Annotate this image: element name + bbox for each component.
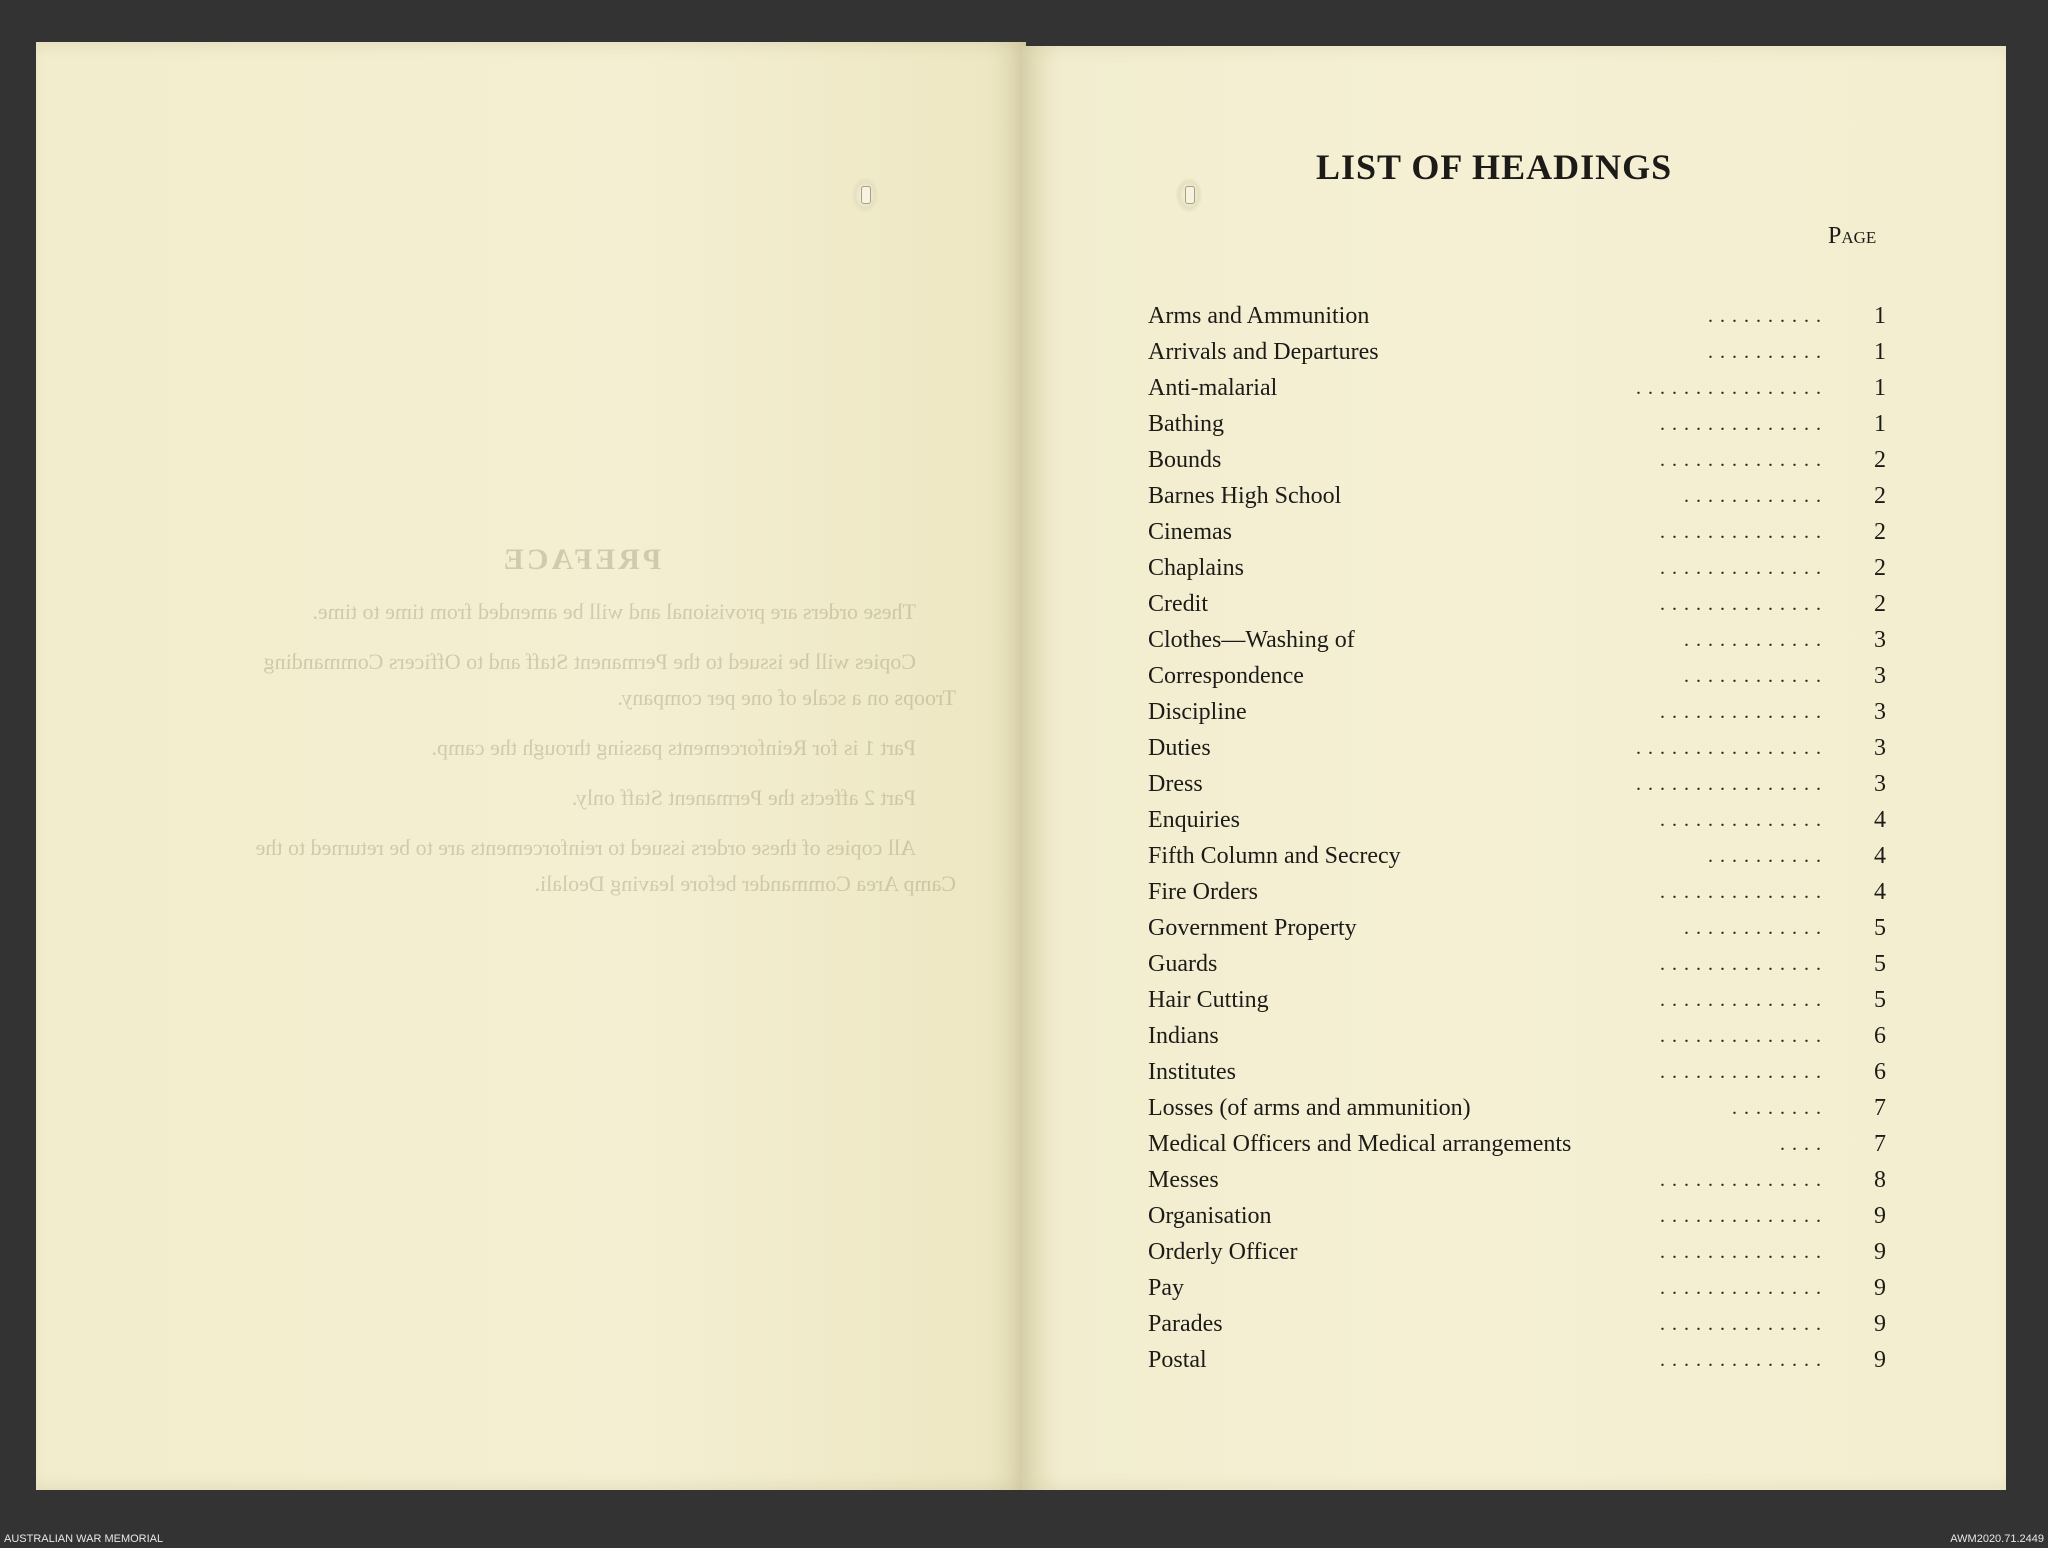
toc-entry bbox=[1148, 1198, 1886, 1234]
footer-accession-number: AWM2020.71.2449 bbox=[1950, 1533, 2044, 1545]
toc-entry bbox=[1148, 586, 1886, 622]
toc-entry-label: Credit bbox=[1148, 591, 1208, 617]
toc-page-number: 6 bbox=[1874, 1059, 1886, 1085]
toc-entry bbox=[1148, 838, 1886, 874]
toc-leader-dots: . . . . . . . . . . . . . . bbox=[1660, 1313, 1822, 1335]
preface-paragraphs bbox=[206, 594, 956, 902]
toc-entry bbox=[1148, 1018, 1886, 1054]
page-title: LIST OF HEADINGS bbox=[1316, 147, 1673, 187]
toc-entry bbox=[1148, 802, 1886, 838]
toc-leader-dots: . . . . . . . . . . . . . . bbox=[1660, 1241, 1822, 1263]
toc-leader-dots: . . . . . . . . . . bbox=[1708, 341, 1822, 363]
toc-entry bbox=[1148, 946, 1886, 982]
toc-leader-dots: . . . . . . . . . . . . . . bbox=[1660, 1349, 1822, 1371]
toc-page-number: 7 bbox=[1874, 1131, 1886, 1157]
toc-entry-label: Institutes bbox=[1148, 1059, 1236, 1085]
toc-entry-label: Bathing bbox=[1148, 411, 1224, 437]
toc-entry-label: Losses (of arms and ammunition) bbox=[1148, 1095, 1471, 1121]
toc-leader-dots: . . . . . . . . . . . . . . bbox=[1660, 701, 1822, 723]
toc-entry-label: Discipline bbox=[1148, 699, 1247, 725]
preface-paragraph: All copies of these orders issued to reinforcements are to be returned to the Camp Area Commander before leaving Deolali. bbox=[255, 835, 956, 896]
toc-page-number: 7 bbox=[1874, 1095, 1886, 1121]
toc-page-number: 1 bbox=[1874, 303, 1886, 329]
toc-page-number: 1 bbox=[1874, 411, 1886, 437]
toc-entry-label: Arms and Ammunition bbox=[1148, 303, 1370, 329]
preface-paragraph: These orders are provisional and will be amended from time to time. bbox=[312, 599, 916, 624]
toc-entry-label: Parades bbox=[1148, 1311, 1223, 1337]
toc-page-number: 1 bbox=[1874, 339, 1886, 365]
toc-leader-dots: . . . . . . . . . . . . bbox=[1684, 629, 1822, 651]
toc-page-number: 2 bbox=[1874, 483, 1886, 509]
toc-leader-dots: . . . . . . . . . . . . . . bbox=[1660, 521, 1822, 543]
toc-page-number: 9 bbox=[1874, 1347, 1886, 1373]
toc-entry bbox=[1148, 1126, 1886, 1162]
toc-entry bbox=[1148, 550, 1886, 586]
toc-entry bbox=[1148, 1306, 1886, 1342]
toc-leader-dots: . . . . . . . . . . . . . . bbox=[1660, 1025, 1822, 1047]
preface-paragraph: Part 1 is for Reinforcements passing through the camp. bbox=[431, 735, 916, 760]
toc-entry bbox=[1148, 766, 1886, 802]
toc-entry bbox=[1148, 406, 1886, 442]
toc-entry-label: Fire Orders bbox=[1148, 879, 1258, 905]
toc-entry-label: Chaplains bbox=[1148, 555, 1244, 581]
left-page bbox=[36, 42, 1026, 1490]
toc-page-number: 5 bbox=[1874, 951, 1886, 977]
toc-leader-dots: . . . . . . . . . . . . bbox=[1684, 485, 1822, 507]
toc-page-number: 9 bbox=[1874, 1275, 1886, 1301]
toc-leader-dots: . . . . . . . . . . . . . . bbox=[1660, 809, 1822, 831]
toc-entry-label: Organisation bbox=[1148, 1203, 1272, 1229]
toc-entry-label: Cinemas bbox=[1148, 519, 1232, 545]
toc-entry-label: Messes bbox=[1148, 1167, 1219, 1193]
toc-entry-label: Barnes High School bbox=[1148, 483, 1342, 509]
toc-page-number: 3 bbox=[1874, 699, 1886, 725]
toc-entry bbox=[1148, 370, 1886, 406]
toc-leader-dots: . . . . . . . . . . . . . . . . bbox=[1636, 773, 1822, 795]
toc-leader-dots: . . . . . . . . . . . . . . bbox=[1660, 881, 1822, 903]
preface-bleed-through bbox=[206, 542, 956, 916]
toc-entry bbox=[1148, 1054, 1886, 1090]
toc-entry bbox=[1148, 478, 1886, 514]
toc-leader-dots: . . . . . . . . . . . . . . bbox=[1660, 1169, 1822, 1191]
toc-entry-label: Government Property bbox=[1148, 915, 1357, 941]
toc-page-number: 1 bbox=[1874, 375, 1886, 401]
toc-entry bbox=[1148, 730, 1886, 766]
toc-leader-dots: . . . . . . . . . . . . . . bbox=[1660, 593, 1822, 615]
toc-page-number: 4 bbox=[1874, 879, 1886, 905]
toc-entry bbox=[1148, 1234, 1886, 1270]
toc-page-number: 3 bbox=[1874, 663, 1886, 689]
toc-leader-dots: . . . . . . . . . . . . . . . . bbox=[1636, 737, 1822, 759]
toc-entry bbox=[1148, 1090, 1886, 1126]
toc-page-number: 5 bbox=[1874, 987, 1886, 1013]
toc-entry-label: Enquiries bbox=[1148, 807, 1240, 833]
toc-entry-label: Correspondence bbox=[1148, 663, 1304, 689]
toc-entry-label: Indians bbox=[1148, 1023, 1219, 1049]
toc-entry-label: Bounds bbox=[1148, 447, 1222, 473]
toc-entry bbox=[1148, 1270, 1886, 1306]
toc-page-number: 2 bbox=[1874, 591, 1886, 617]
toc-entry-label: Medical Officers and Medical arrangements bbox=[1148, 1131, 1572, 1157]
toc-page-number: 6 bbox=[1874, 1023, 1886, 1049]
toc-entry-label: Pay bbox=[1148, 1275, 1184, 1301]
toc-leader-dots: . . . . . . . . . . . . . . bbox=[1660, 1277, 1822, 1299]
toc-leader-dots: . . . . . . . . . . . . . . bbox=[1660, 1061, 1822, 1083]
toc-leader-dots: . . . . . . . . . . . . . . bbox=[1660, 989, 1822, 1011]
toc-entry-label: Guards bbox=[1148, 951, 1218, 977]
toc-entry bbox=[1148, 514, 1886, 550]
toc-page-number: 9 bbox=[1874, 1311, 1886, 1337]
toc-entry bbox=[1148, 982, 1886, 1018]
preface-paragraph: Copies will be issued to the Permanent Staff and to Officers Commanding Troops on a scale of one per company. bbox=[263, 649, 956, 710]
staple-right-icon bbox=[1176, 178, 1202, 212]
toc-page-number: 3 bbox=[1874, 735, 1886, 761]
toc-entry bbox=[1148, 1342, 1886, 1378]
toc-entry bbox=[1148, 910, 1886, 946]
toc-page-number: 2 bbox=[1874, 447, 1886, 473]
toc-entry-label: Duties bbox=[1148, 735, 1211, 761]
toc-page-number: 2 bbox=[1874, 519, 1886, 545]
toc-entry-label: Orderly Officer bbox=[1148, 1239, 1298, 1265]
toc-entry bbox=[1148, 298, 1886, 334]
toc-page-number: 5 bbox=[1874, 915, 1886, 941]
toc-leader-dots: . . . . . . . . . . . . . . bbox=[1660, 1205, 1822, 1227]
toc-page-number: 9 bbox=[1874, 1239, 1886, 1265]
toc-page-number: 3 bbox=[1874, 627, 1886, 653]
toc-entry bbox=[1148, 694, 1886, 730]
toc-page-number: 8 bbox=[1874, 1167, 1886, 1193]
toc-page-number: 4 bbox=[1874, 807, 1886, 833]
toc-leader-dots: . . . . . . . . . . bbox=[1708, 845, 1822, 867]
toc-page-number: 4 bbox=[1874, 843, 1886, 869]
toc-entry-label: Dress bbox=[1148, 771, 1203, 797]
toc-leader-dots: . . . . . . . . bbox=[1732, 1097, 1822, 1119]
toc-entry bbox=[1148, 1162, 1886, 1198]
toc-leader-dots: . . . . bbox=[1780, 1133, 1822, 1155]
staple-left-icon bbox=[852, 178, 878, 212]
toc-leader-dots: . . . . . . . . . . . . . . . . bbox=[1636, 377, 1822, 399]
toc-page-number: 3 bbox=[1874, 771, 1886, 797]
footer-credit: AUSTRALIAN WAR MEMORIAL bbox=[4, 1533, 164, 1545]
toc-entry bbox=[1148, 874, 1886, 910]
toc-leader-dots: . . . . . . . . . . . . bbox=[1684, 917, 1822, 939]
toc-entry-label: Clothes—Washing of bbox=[1148, 627, 1355, 653]
toc-entry-label: Arrivals and Departures bbox=[1148, 339, 1379, 365]
toc-entry bbox=[1148, 658, 1886, 694]
toc-entry-label: Fifth Column and Secrecy bbox=[1148, 843, 1401, 869]
toc-leader-dots: . . . . . . . . . . . . . . bbox=[1660, 449, 1822, 471]
headings-list bbox=[1148, 298, 1886, 1378]
toc-leader-dots: . . . . . . . . . . . . bbox=[1684, 665, 1822, 687]
toc-entry-label: Anti-malarial bbox=[1148, 375, 1278, 401]
toc-entry-label: Postal bbox=[1148, 1347, 1207, 1373]
page-column-header: Page bbox=[1828, 223, 1877, 249]
toc-leader-dots: . . . . . . . . . . . . . . bbox=[1660, 557, 1822, 579]
toc-leader-dots: . . . . . . . . . . bbox=[1708, 305, 1822, 327]
toc-page-number: 2 bbox=[1874, 555, 1886, 581]
toc-page-number: 9 bbox=[1874, 1203, 1886, 1229]
toc-entry bbox=[1148, 334, 1886, 370]
toc-entry bbox=[1148, 442, 1886, 478]
preface-paragraph: Part 2 affects the Permanent Staff only. bbox=[571, 785, 916, 810]
toc-entry-label: Hair Cutting bbox=[1148, 987, 1269, 1013]
toc-entry bbox=[1148, 622, 1886, 658]
toc-leader-dots: . . . . . . . . . . . . . . bbox=[1660, 953, 1822, 975]
preface-title: PREFACE bbox=[500, 543, 662, 576]
toc-leader-dots: . . . . . . . . . . . . . . bbox=[1660, 413, 1822, 435]
